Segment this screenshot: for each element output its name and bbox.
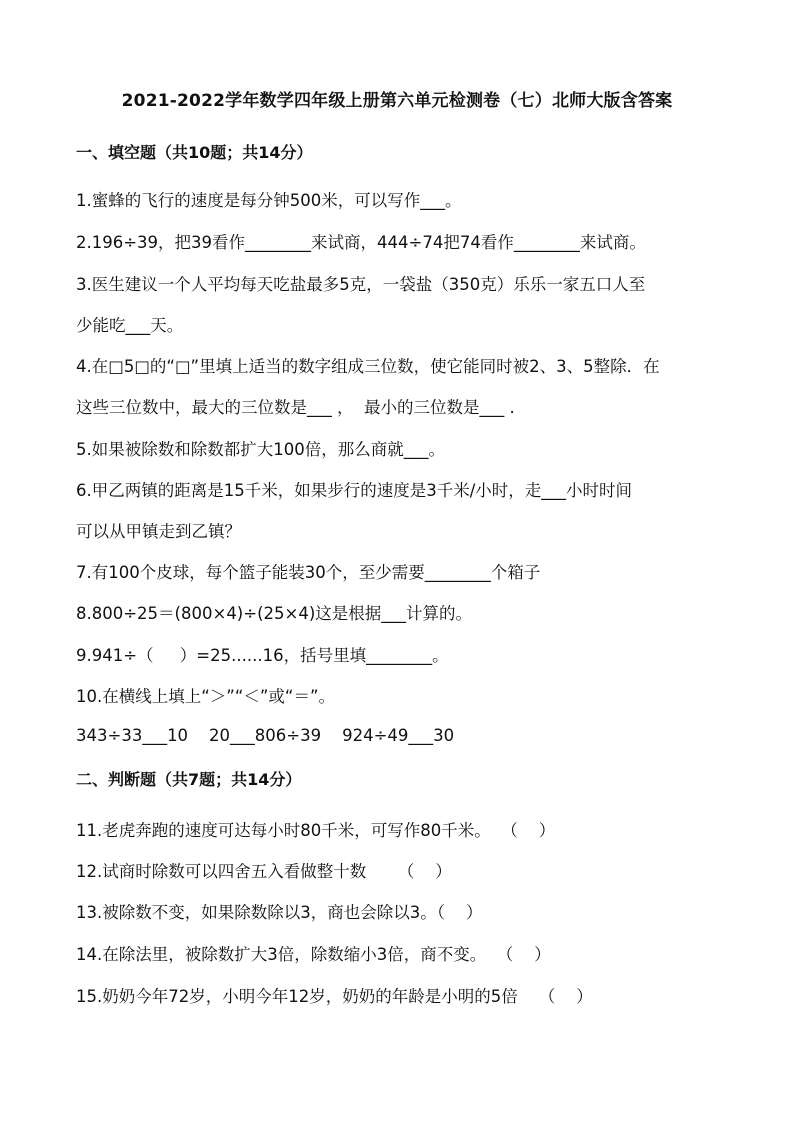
question-2: 2.196÷39，把39看作________来试商，444÷74把74看作________来试商。 — [76, 233, 646, 252]
question-6-line-2: 可以从甲镇走到乙镇？ — [76, 522, 241, 541]
question-14: 14.在除法里，被除数扩大3倍，除数缩小3倍，商不变。 （ ） — [76, 945, 551, 964]
section-heading-true-false: 二、判断题（共7题；共14分） — [76, 770, 302, 789]
question-12: 12.试商时除数可以四舍五入看做整十数 （ ） — [76, 862, 452, 881]
question-5: 5.如果被除数和除数都扩大100倍，那么商就___。 — [76, 440, 445, 459]
question-4-line-2: 这些三位数中，最大的三位数是___ ， 最小的三位数是___ . — [76, 398, 515, 417]
question-1: 1.蜜蜂的飞行的速度是每分钟500米，可以写作___。 — [76, 191, 462, 210]
section-heading-fill-in: 一、填空题（共10题；共14分） — [76, 143, 313, 162]
question-10-items: 343÷33___10 20___806÷39 924÷49___30 — [76, 726, 455, 745]
question-3-line-1: 3.医生建议一个人平均每天吃盐最多5克，一袋盐（350克）乐乐一家五口人至 — [76, 275, 646, 294]
question-11: 11.老虎奔跑的速度可达每小时80千米，可写作80千米。 （ ） — [76, 821, 556, 840]
question-3-line-2: 少能吃___天。 — [76, 316, 184, 335]
question-9: 9.941÷（ ）=25......16，括号里填________。 — [76, 646, 449, 665]
document-title: 2021-2022学年数学四年级上册第六单元检测卷（七）北师大版含答案 — [121, 91, 673, 111]
question-7: 7.有100个皮球，每个篮子能装30个，至少需要________个箱子 — [76, 563, 541, 582]
question-15: 15.奶奶今年72岁，小明今年12岁，奶奶的年龄是小明的5倍 （ ） — [76, 987, 593, 1006]
question-4-line-1: 4.在□5□的“□”里填上适当的数字组成三位数，使它能同时被2、3、5整除．在 — [76, 357, 660, 376]
question-6-line-1: 6.甲乙两镇的距离是15千米，如果步行的速度是3千米/小时，走___小时时间 — [76, 481, 633, 500]
question-13: 13.被除数不变，如果除数除以3，商也会除以3。（ ） — [76, 903, 483, 922]
question-10: 10.在横线上填上“＞”“＜”或“＝”。 — [76, 687, 336, 706]
question-8: 8.800÷25＝(800×4)÷(25×4)这是根据___计算的。 — [76, 604, 473, 623]
